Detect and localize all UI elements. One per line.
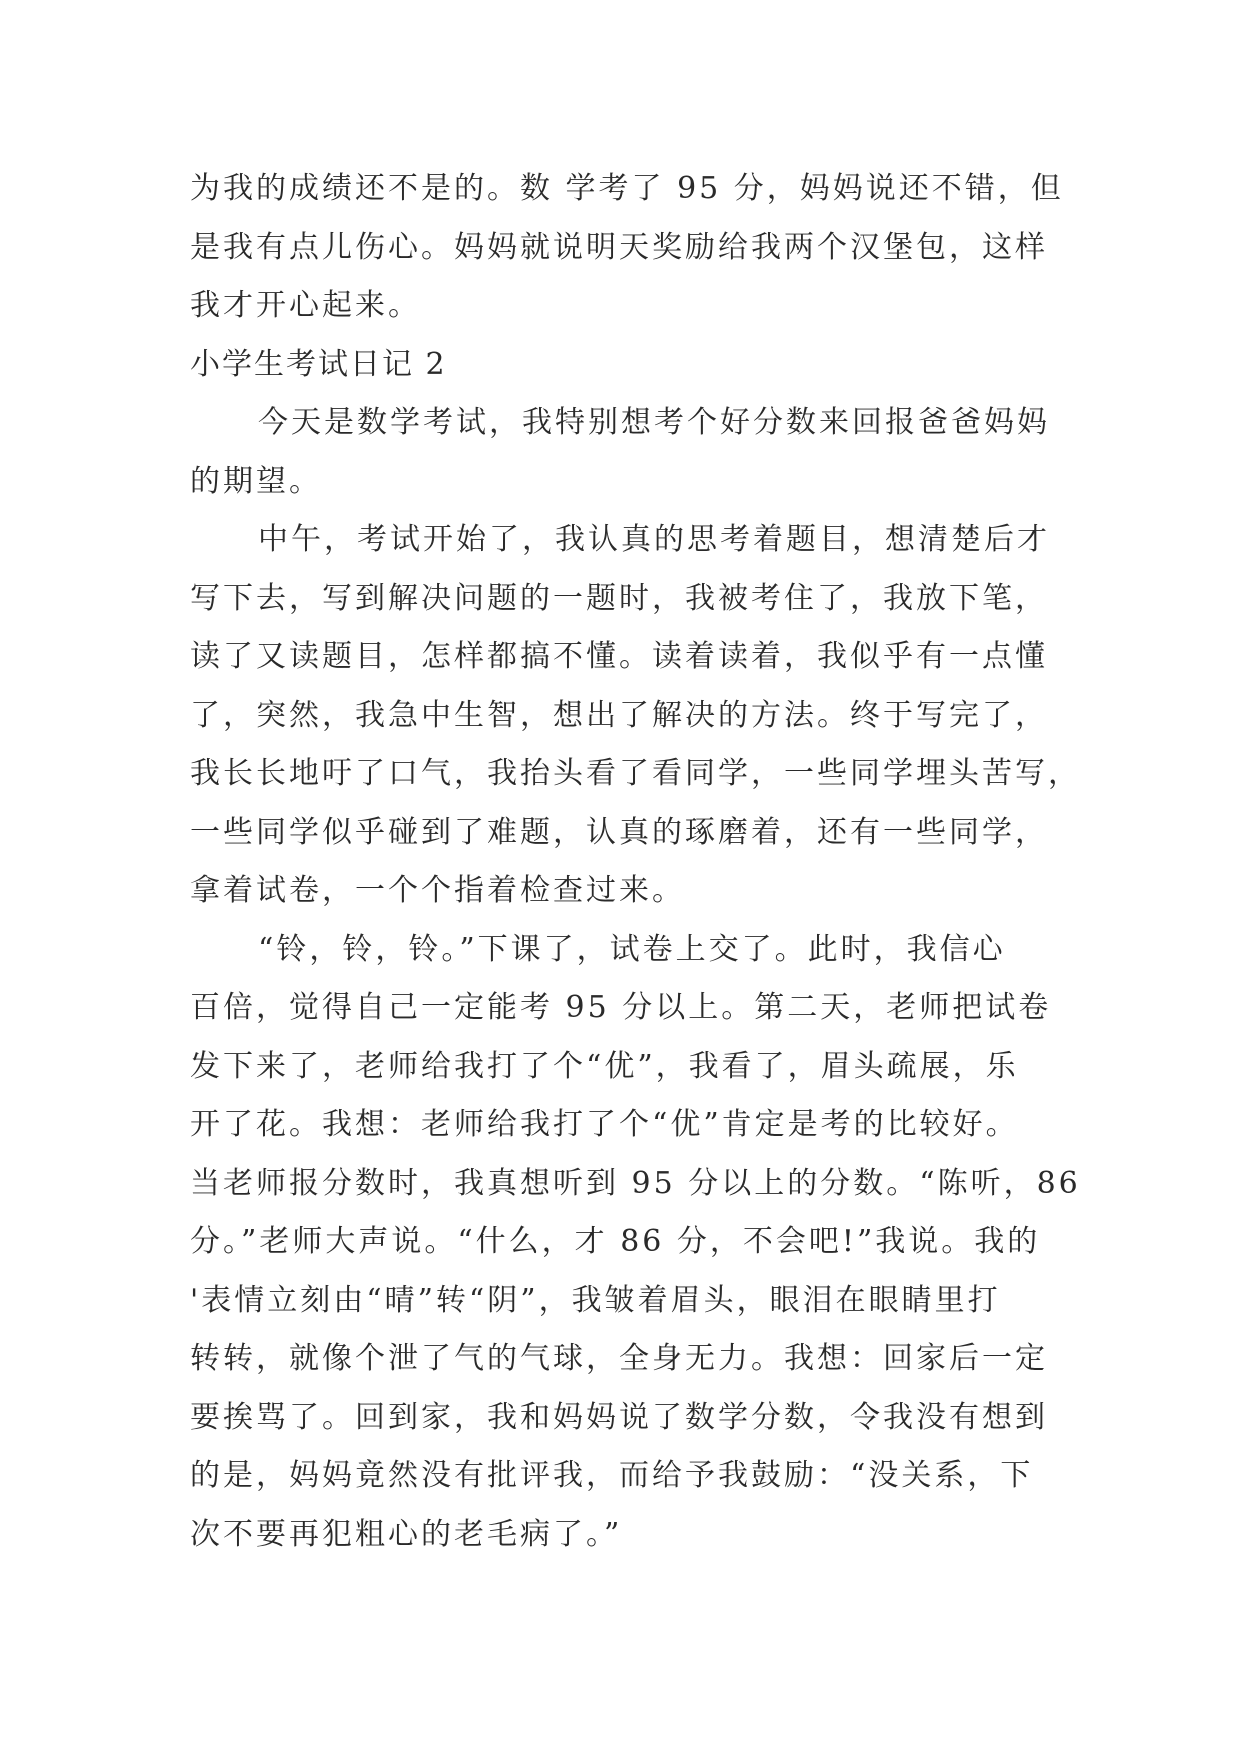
text-line-11: 我长长地吁了口气，我抬头看了看同学，一些同学埋头苦写， xyxy=(190,756,1081,791)
text-line-1: 为我的成绩还不是的。数 学考了 95 分，妈妈说还不错，但 xyxy=(190,171,1064,206)
text-line-2: 是我有点儿伤心。妈妈就说明天奖励给我两个汉堡包，这样 xyxy=(190,229,1048,265)
text-line-14: “铃，铃，铃。”下课了，试卷上交了。此时，我信心 xyxy=(258,931,1006,967)
text-line-15: 百倍，觉得自己一定能考 95 分以上。第二天，老师把试卷 xyxy=(190,990,1052,1025)
text-line-7: 中午，考试开始了，我认真的思考着题目，想清楚后才 xyxy=(258,522,1050,557)
text-line-19: 分。”老师大声说。“什么，才 86 分，不会吧!”我说。我的 xyxy=(190,1224,1041,1259)
document-body xyxy=(190,160,1081,1564)
text-line-22: 要挨骂了。回到家，我和妈妈说了数学分数，令我没有想到 xyxy=(190,1399,1048,1435)
text-line-3: 我才开心起来。 xyxy=(190,288,421,323)
text-line-17: 开了花。我想：老师给我打了个“优”肯定是考的比较好。 xyxy=(190,1107,1019,1142)
text-line-18: 当老师报分数时，我真想听到 95 分以上的分数。“陈听，86 xyxy=(190,1165,1081,1201)
text-line-21: 转转，就像个泄了气的气球，全身无力。我想：回家后一定 xyxy=(190,1341,1048,1376)
text-line-24: 次不要再犯粗心的老毛病了。” xyxy=(190,1516,623,1552)
text-line-13: 拿着试卷，一个个指着检查过来。 xyxy=(190,873,685,908)
text-line-6: 的期望。 xyxy=(190,463,322,499)
text-line-8: 写下去，写到解决问题的一题时，我被考住了，我放下笔， xyxy=(190,580,1048,616)
text-line-12: 一些同学似乎碰到了难题，认真的琢磨着，还有一些同学， xyxy=(190,814,1048,850)
text-line-20: '表情立刻由“晴”转“阴”，我皱着眉头，眼泪在眼睛里打 xyxy=(190,1282,1001,1318)
text-line-9: 读了又读题目，怎样都搞不懂。读着读着，我似乎有一点懂 xyxy=(190,639,1048,674)
text-line-5: 今天是数学考试，我特别想考个好分数来回报爸爸妈妈 xyxy=(258,405,1050,440)
text-line-10: 了，突然，我急中生智，想出了解决的方法。终于写完了， xyxy=(190,697,1048,733)
section-heading: 小学生考试日记 2 xyxy=(190,346,447,382)
text-line-16: 发下来了，老师给我打了个“优”，我看了，眉头疏展，乐 xyxy=(190,1048,1019,1084)
text-line-23: 的是，妈妈竟然没有批评我，而给予我鼓励：“没关系，下 xyxy=(190,1458,1034,1493)
